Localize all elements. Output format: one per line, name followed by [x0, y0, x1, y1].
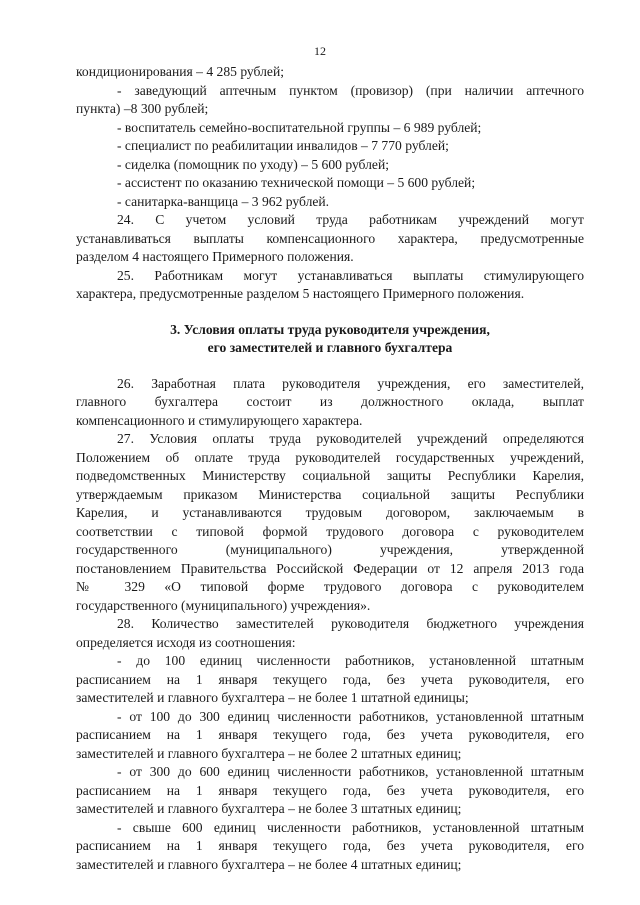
paragraph-line: устанавливаться выплаты компенсационного характера, предусмотренные: [76, 230, 584, 246]
paragraph-line: Положением об оплате труда руководителей государственных учреждений,: [76, 449, 584, 465]
paragraph-line: подведомственных Министерству социальной защиты Республики Карелия,: [76, 468, 584, 483]
paragraph-line: компенсационного и стимулирующего характера.: [76, 412, 363, 428]
paragraph-line: характера, предусмотренные разделом 5 настоящего Примерного положения.: [76, 286, 525, 301]
position-salary-list: [76, 63, 584, 211]
paragraph-line: заместителей и главного бухгалтера – не более 2 штатных единиц;: [76, 745, 462, 761]
paragraph-line: постановлением Правительства Российской Федерации от 12 апреля 2013 года: [76, 560, 584, 576]
paragraph-line: Карелия, и устанавливаются трудовым договором, заключаемым в: [76, 505, 584, 520]
paragraph-line: соответствии с типовой формой трудового договора с руководителем: [76, 523, 584, 539]
list-item: - санитарка-ванщица – 3 962 рублей.: [117, 193, 330, 209]
page-number: 12: [314, 44, 326, 58]
list-item: - свыше 600 единиц численности работников, установленной штатным: [117, 819, 584, 835]
paragraph-27: [76, 430, 584, 615]
paragraph-line: расписанием на 1 января текущего года, без учета руководителя, его: [76, 782, 584, 798]
paragraph-line: заместителей и главного бухгалтера – не более 1 штатной единицы;: [76, 690, 469, 705]
paragraph-line: расписанием на 1 января текущего года, без учета руководителя, его: [76, 671, 584, 687]
paragraph-line: 26. Заработная плата руководителя учреждения, его заместителей,: [117, 375, 584, 391]
paragraph-line: разделом 4 настоящего Примерного положения.: [76, 249, 354, 264]
list-item: - сиделка (помощник по уходу) – 5 600 рублей;: [117, 156, 390, 172]
paragraph-line: 27. Условия оплаты труда руководителей учреждений определяются: [117, 431, 584, 446]
paragraph-28: [76, 615, 584, 874]
paragraph-line: утверждаемым приказом Министерства социальной защиты Республики: [76, 486, 584, 502]
paragraph-line: главного бухгалтера состоит из должностного оклада, выплат: [76, 394, 584, 409]
list-item: - специалист по реабилитации инвалидов – 7 770 рублей;: [117, 138, 449, 153]
list-item: - воспитатель семейно-воспитательной группы – 6 989 рублей;: [117, 119, 482, 135]
paragraph-line: расписанием на 1 января текущего года, без учета руководителя, его: [76, 727, 584, 742]
list-item: - от 300 до 600 единиц численности работников, установленной штатным: [117, 764, 584, 779]
list-item: кондиционирования – 4 285 рублей;: [76, 64, 285, 79]
paragraph-line: заместителей и главного бухгалтера – не более 3 штатных единиц;: [76, 801, 462, 816]
paragraph-line: государственного (муниципального) учреждения, утвержденной: [76, 542, 584, 557]
paragraph-line: расписанием на 1 января текущего года, без учета руководителя, его: [76, 838, 584, 853]
paragraph-24: [76, 211, 584, 267]
list-item: - заведующий аптечным пунктом (провизор) (при наличии аптечного: [117, 82, 584, 98]
list-item: - ассистент по оказанию технической помощи – 5 600 рублей;: [117, 175, 476, 190]
heading-line: 3. Условия оплаты труда руководителя учреждения,: [170, 321, 490, 337]
document-body: [76, 63, 584, 874]
paragraph-26: [76, 375, 584, 431]
list-item: - до 100 единиц численности работников, установленной штатным: [117, 653, 584, 668]
paragraph-line: заместителей и главного бухгалтера – не более 4 штатных единиц;: [76, 856, 462, 872]
paragraph-25: [76, 267, 584, 304]
paragraph-line: государственного (муниципального) учреждения».: [76, 597, 371, 613]
section-heading: [76, 321, 584, 358]
paragraph-line: 25. Работникам могут устанавливаться выплаты стимулирующего: [117, 267, 584, 283]
list-item: - от 100 до 300 единиц численности работников, установленной штатным: [117, 708, 584, 724]
paragraph-line: 28. Количество заместителей руководителя бюджетного учреждения: [117, 616, 584, 631]
paragraph-line: 24. С учетом условий труда работникам учреждений могут: [117, 212, 584, 227]
paragraph-line: № 329 «О типовой форме трудового договора с руководителем: [76, 579, 584, 594]
heading-line: его заместителей и главного бухгалтера: [207, 340, 453, 355]
list-item: пункта) –8 300 рублей;: [76, 101, 209, 116]
paragraph-line: определяется исходя из соотношения:: [76, 634, 296, 650]
